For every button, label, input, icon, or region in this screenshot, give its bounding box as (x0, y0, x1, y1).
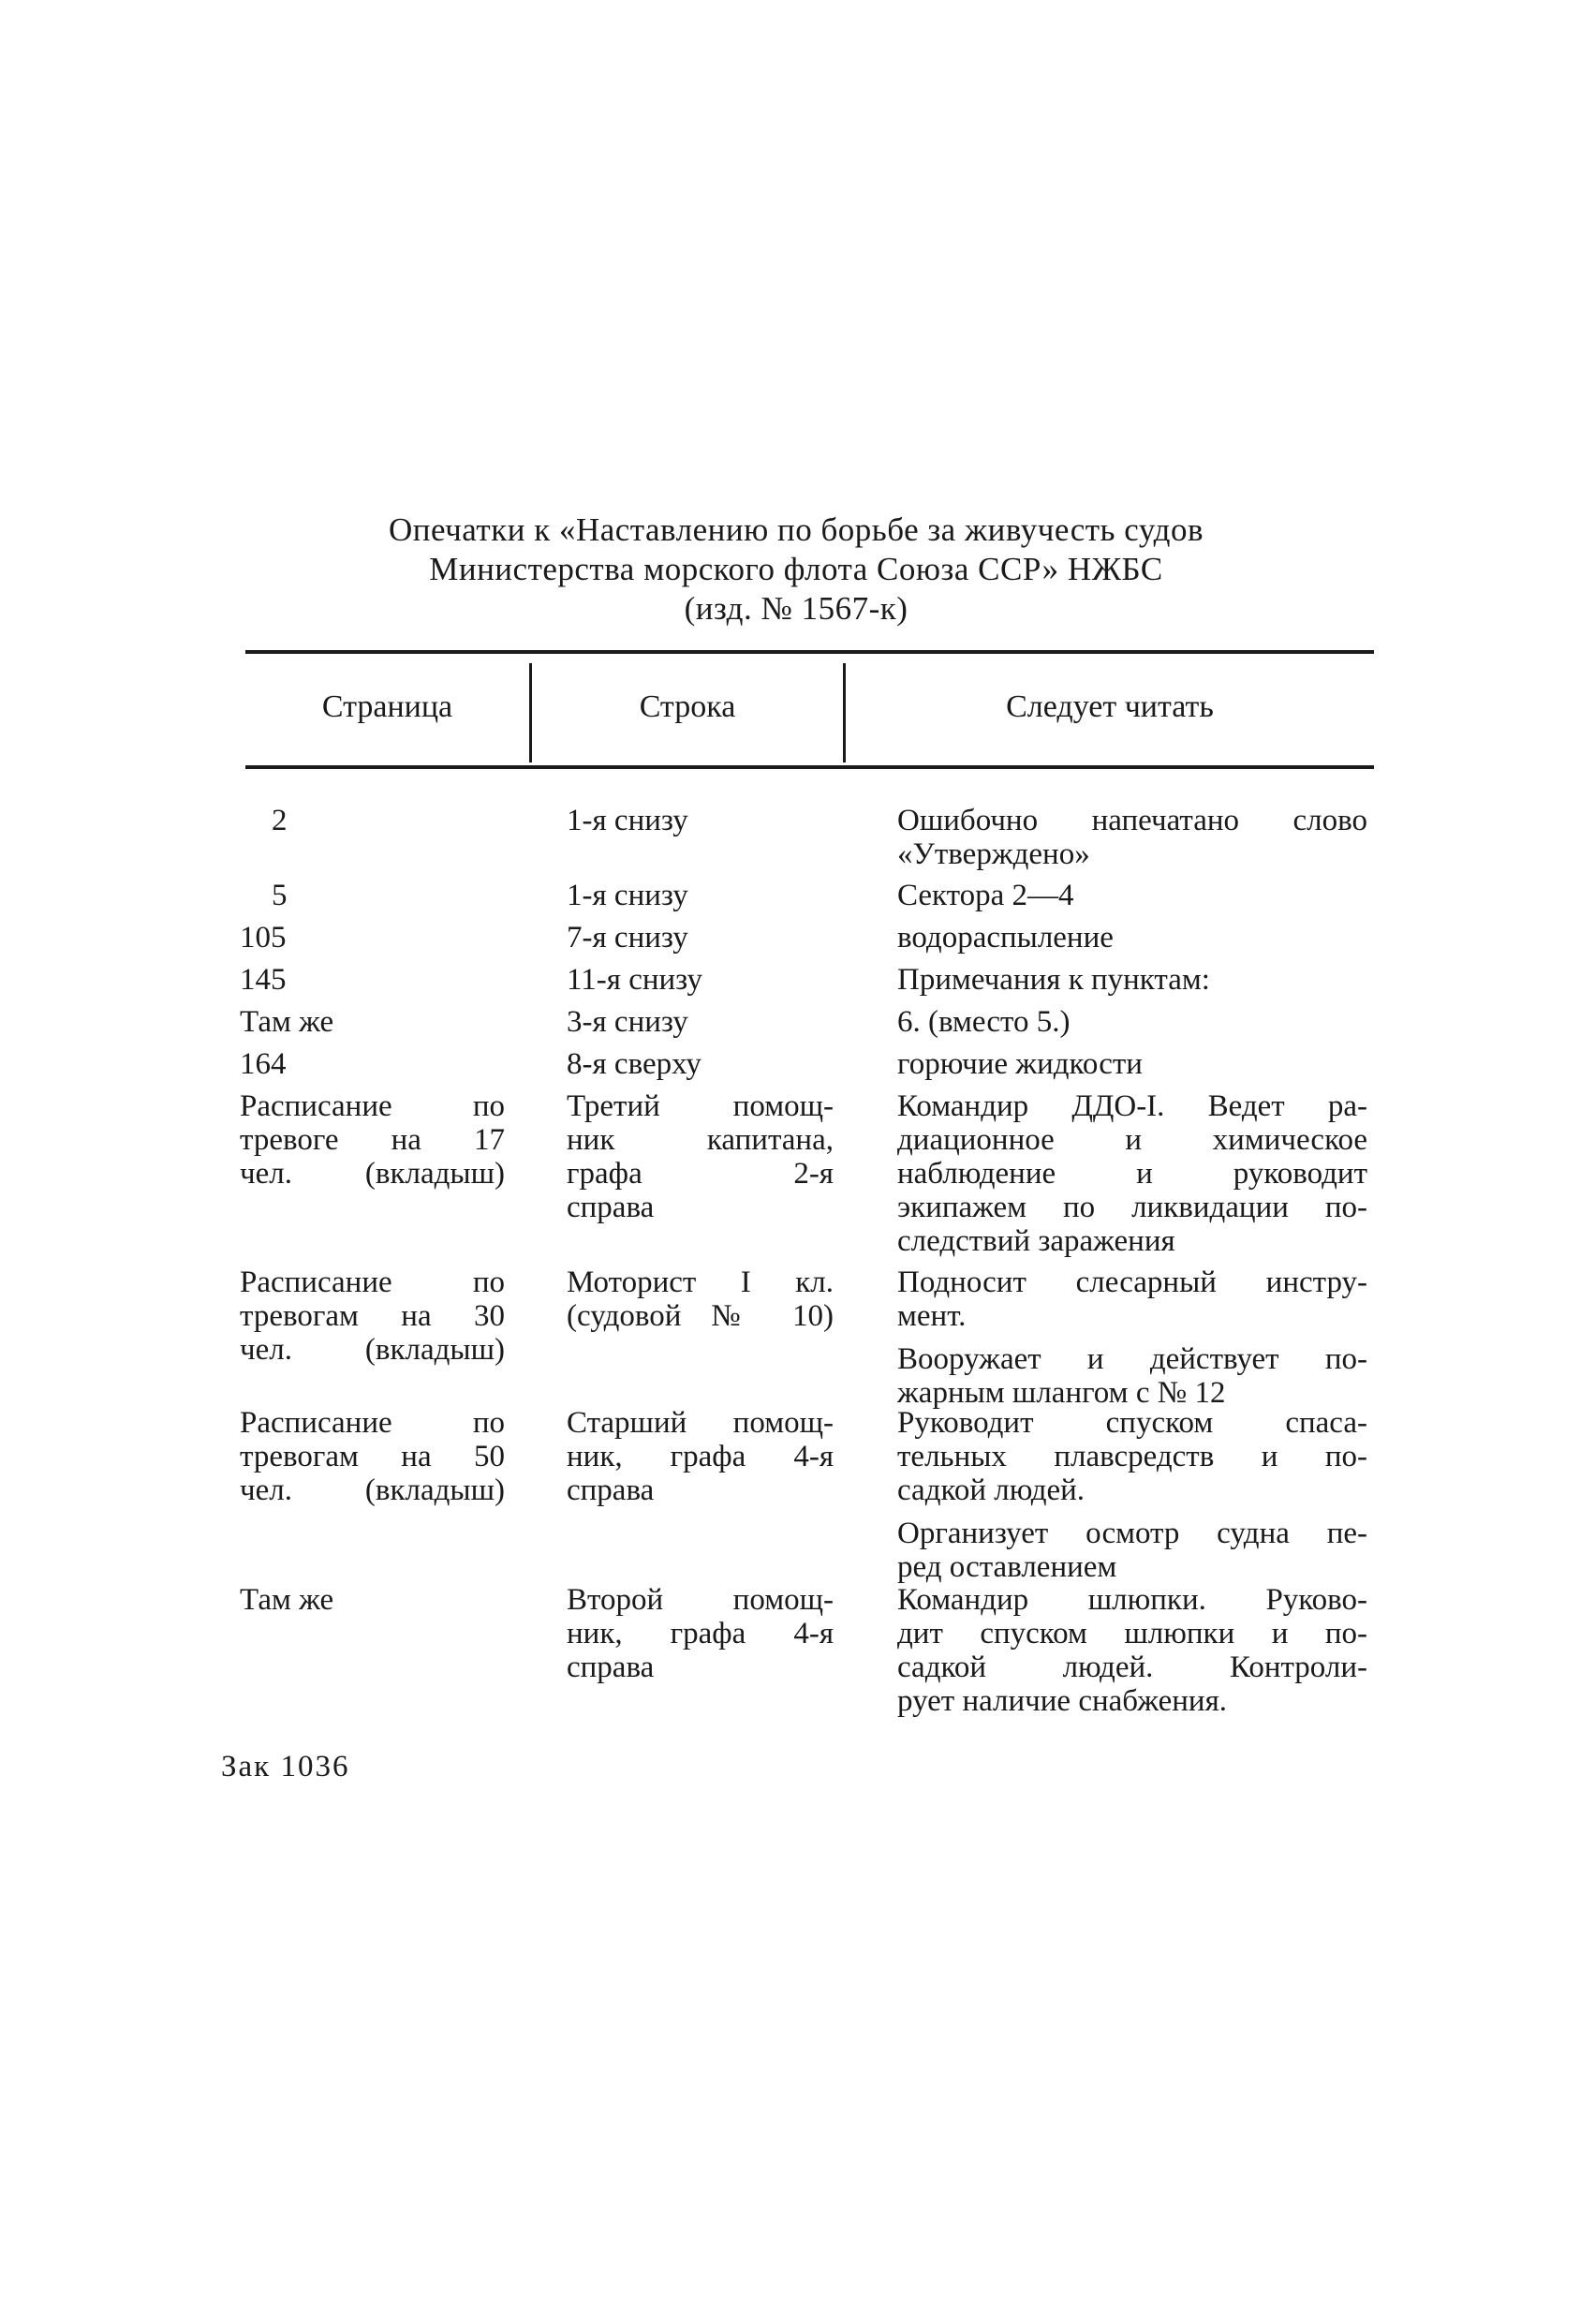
reading-line: Командир ДДО-І. Ведет ра- (897, 1089, 1367, 1123)
cell-line-text: справа (567, 1650, 655, 1684)
reading-line: дит спуском шлюпки и по- (897, 1617, 1367, 1650)
reading-line: Организует осмотр судна пе- (897, 1517, 1367, 1550)
cell-page-line: чел. (вкладыш) (240, 1473, 505, 1507)
cell-line-text: справа (567, 1473, 655, 1507)
table-header-rule (245, 765, 1374, 769)
cell-line-text: 1-я снизу (567, 879, 688, 912)
cell-line-text: ник, графа 4-я (567, 1440, 834, 1473)
footer-order-number: Зак 1036 (221, 1750, 350, 1784)
cell-correct-reading (897, 963, 1367, 997)
cell-page-line: 5 (272, 879, 288, 912)
cell-correct-reading (897, 879, 1367, 912)
reading-line: 6. (вместо 5.) (897, 1005, 1071, 1039)
reading-paragraph (897, 804, 1367, 871)
reading-paragraph (897, 1266, 1367, 1333)
cell-correct-reading (897, 804, 1367, 871)
reading-line: Вооружает и действует по- (897, 1342, 1367, 1376)
reading-paragraph (897, 1005, 1367, 1039)
cell-line-text: Старший помощ- (567, 1406, 834, 1440)
reading-line: садкой людей. (897, 1473, 1085, 1507)
cell-correct-reading (897, 1406, 1367, 1584)
reading-line: садкой людей. Контроли- (897, 1650, 1367, 1684)
reading-paragraph (897, 963, 1367, 997)
cell-page-line: Расписание по (240, 1406, 505, 1440)
cell-line (567, 1406, 834, 1507)
reading-line: Сектора 2—4 (897, 879, 1074, 912)
cell-page (240, 963, 505, 997)
reading-line: диационное и химическое (897, 1123, 1367, 1157)
cell-page-line: 2 (272, 804, 288, 837)
reading-paragraph (897, 1047, 1367, 1081)
reading-line: горючие жидкости (897, 1047, 1143, 1081)
table-top-rule (245, 650, 1374, 654)
header-line: Строка (639, 689, 736, 724)
reading-paragraph (897, 1089, 1367, 1258)
cell-line (567, 1266, 834, 1333)
reading-line: Руководит спуском спаса- (897, 1406, 1367, 1440)
cell-page-line: Расписание по (240, 1089, 505, 1123)
reading-paragraph (897, 1517, 1367, 1584)
cell-line (567, 879, 834, 912)
title-line-2: Министерства морского флота Союза ССР» НЖБС (429, 551, 1163, 587)
cell-page-line: 164 (240, 1047, 287, 1081)
cell-line-text: графа 2-я (567, 1157, 834, 1191)
cell-line (567, 804, 834, 837)
cell-line-text: (судовой № 10) (567, 1299, 834, 1333)
cell-page-line: Расписание по (240, 1266, 505, 1299)
cell-page-line: тревогам на 30 (240, 1299, 505, 1333)
cell-line-text: ник капитана, (567, 1123, 834, 1157)
reading-line: Ошибочно напечатано слово (897, 804, 1367, 837)
reading-line: ред оставлением (897, 1550, 1117, 1584)
cell-line-text: 11-я снизу (567, 963, 703, 997)
title-line-1: Опечатки к «Наставлению по борьбе за живучесть судов (389, 511, 1204, 548)
cell-page-line: 145 (240, 963, 287, 997)
cell-correct-reading (897, 1583, 1367, 1718)
title-line-3: (изд. № 1567-к) (684, 590, 908, 627)
cell-line-text: Моторист I кл. (567, 1266, 834, 1299)
reading-line: экипажем по ликвидации по- (897, 1191, 1367, 1224)
cell-page (240, 1047, 505, 1081)
cell-page-line: Там же (240, 1005, 334, 1039)
header-page: Страница (321, 689, 453, 724)
cell-line-text: ник, графа 4-я (567, 1617, 834, 1650)
cell-page (272, 879, 537, 912)
cell-line (567, 1005, 834, 1039)
cell-line-text: 8-я сверху (567, 1047, 702, 1081)
cell-page (240, 1406, 505, 1507)
cell-page (240, 1089, 505, 1191)
reading-line: жарным шлангом с № 12 (897, 1376, 1226, 1410)
cell-line (567, 1089, 834, 1224)
cell-page (272, 804, 537, 837)
reading-paragraph (897, 921, 1367, 955)
cell-line (567, 921, 834, 955)
document-title (244, 511, 1349, 629)
cell-page-line: тревоге на 17 (240, 1123, 505, 1157)
cell-line-text: Третий помощ- (567, 1089, 834, 1123)
reading-paragraph (897, 1583, 1367, 1718)
cell-page-line: 105 (240, 921, 287, 955)
reading-paragraph (897, 1406, 1367, 1507)
cell-line-text: 7-я снизу (567, 921, 688, 955)
cell-page-line: чел. (вкладыш) (240, 1157, 505, 1191)
cell-page-line: тревогам на 50 (240, 1440, 505, 1473)
reading-line: водораспыление (897, 921, 1114, 955)
cell-page (240, 921, 505, 955)
reading-paragraph (897, 1342, 1367, 1410)
cell-line (567, 963, 834, 997)
reading-line: мент. (897, 1299, 967, 1333)
cell-line-text: 1-я снизу (567, 804, 688, 837)
cell-page (240, 1583, 505, 1617)
cell-correct-reading (897, 1266, 1367, 1410)
cell-line-text: 3-я снизу (567, 1005, 688, 1039)
cell-correct-reading (897, 1089, 1367, 1258)
reading-line: Примечания к пунктам: (897, 963, 1210, 997)
reading-line: наблюдение и руководит (897, 1157, 1367, 1191)
reading-line: Командир шлюпки. Руково- (897, 1583, 1367, 1617)
cell-line (567, 1583, 834, 1684)
cell-page-line: чел. (вкладыш) (240, 1333, 505, 1367)
reading-line: следствий заражения (897, 1224, 1175, 1258)
cell-line-text: Второй помощ- (567, 1583, 834, 1617)
cell-page (240, 1266, 505, 1367)
reading-line: Подносит слесарный инстру- (897, 1266, 1367, 1299)
cell-correct-reading (897, 921, 1367, 955)
cell-correct-reading (897, 1047, 1367, 1081)
reading-paragraph (897, 879, 1367, 912)
cell-page (240, 1005, 505, 1039)
cell-correct-reading (897, 1005, 1367, 1039)
reading-line: «Утверждено» (897, 837, 1090, 871)
reading-line: рует наличие снабжения. (897, 1684, 1228, 1718)
cell-page-line: Там же (240, 1583, 334, 1617)
reading-line: тельных плавсредств и по- (897, 1440, 1367, 1473)
cell-line-text: справа (567, 1191, 655, 1224)
header-read: Следует читать (1006, 689, 1214, 724)
cell-line (567, 1047, 834, 1081)
